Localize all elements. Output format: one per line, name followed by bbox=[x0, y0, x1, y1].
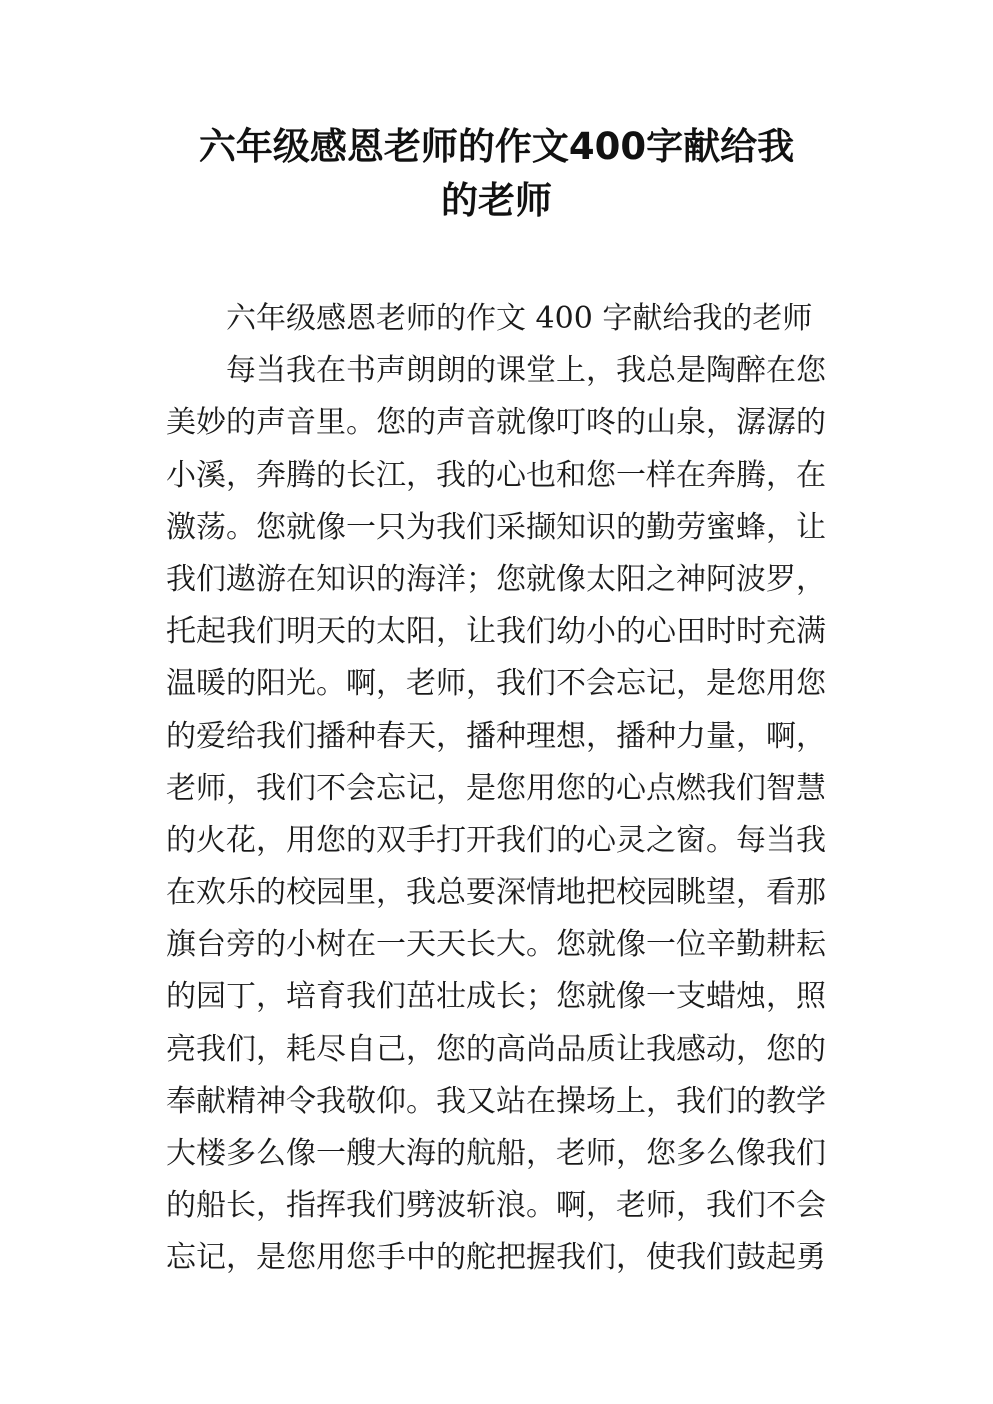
paragraph-line: 奉献精神令我敬仰。我又站在操场上，我们的教学 bbox=[166, 1083, 826, 1119]
paragraph-line: 小溪，奔腾的长江，我的心也和您一样在奔腾，在 bbox=[166, 457, 826, 493]
paragraph-line: 在欢乐的校园里，我总要深情地把校园眺望，看那 bbox=[166, 875, 826, 911]
paragraph-line: 的园丁，培育我们茁壮成长；您就像一支蜡烛，照 bbox=[166, 979, 826, 1015]
paragraph-line: 的船长，指挥我们劈波斩浪。啊，老师，我们不会 bbox=[166, 1188, 826, 1224]
paragraph-line: 每当我在书声朗朗的课堂上，我总是陶醉在您 bbox=[226, 353, 826, 389]
paragraph-line: 大楼多么像一艘大海的航船，老师，您多么像我们 bbox=[166, 1136, 826, 1171]
paragraph-line: 旗台旁的小树在一天天长大。您就像一位辛勤耕耘 bbox=[166, 927, 826, 963]
paragraph-line: 激荡。您就像一只为我们采撷知识的勤劳蜜蜂，让 bbox=[166, 509, 826, 545]
paragraph-line: 亮我们，耗尽自己，您的高尚品质让我感动，您的 bbox=[166, 1031, 826, 1067]
paragraph-line: 的爱给我们播种春天，播种理想，播种力量，啊， bbox=[166, 718, 826, 754]
title-line-2: 的老师 bbox=[441, 179, 552, 222]
document-title bbox=[160, 120, 833, 228]
paragraph-line: 美妙的声音里。您的声音就像叮咚的山泉，潺潺的 bbox=[166, 405, 826, 441]
paragraph-line: 的火花，用您的双手打开我们的心灵之窗。每当我 bbox=[166, 822, 826, 858]
paragraph-line: 忘记，是您用您手中的舵把握我们，使我们鼓起勇 bbox=[166, 1240, 826, 1276]
paragraph-line: 托起我们明天的太阳，让我们幼小的心田时时充满 bbox=[166, 614, 826, 650]
document-body bbox=[166, 293, 826, 1285]
paragraph-line: 老师，我们不会忘记，是您用您的心点燃我们智慧 bbox=[166, 770, 826, 806]
paragraph-line: 温暖的阳光。啊，老师，我们不会忘记，是您用您 bbox=[166, 666, 826, 702]
paragraph-line: 我们遨游在知识的海洋；您就像太阳之神阿波罗， bbox=[166, 561, 826, 597]
subtitle-line: 六年级感恩老师的作文 400 字献给我的老师 bbox=[226, 301, 813, 336]
title-line-1: 六年级感恩老师的作文400字献给我 bbox=[198, 125, 795, 168]
